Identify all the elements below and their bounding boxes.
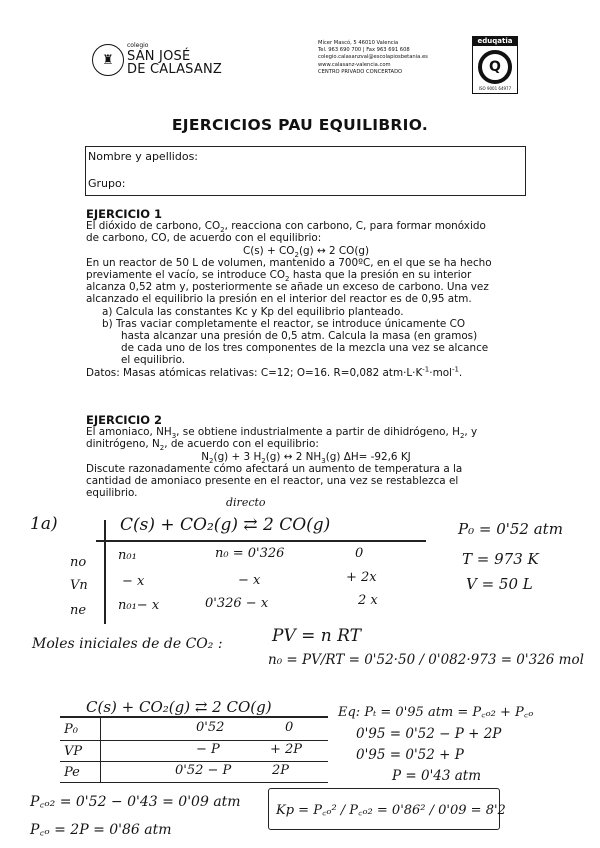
table2-hline-bottom [60, 782, 328, 783]
table2-vline [100, 716, 101, 782]
school-name: SAN JOSÉ DE CALASANZ [127, 49, 222, 77]
equilibrium-total-pressure: Eq: Pₜ = 0'95 atm = P꜀ₒ₂ + P꜀ₒ [338, 705, 534, 720]
exercise-2-heading: EJERCICIO 2 [86, 413, 163, 427]
school-crest-icon: ♜ [92, 44, 124, 76]
exercise-2-equation: $N_2(g) + 3$ $H_2(g)$ ↔ 2 $NH_3(g)$ ΔH= -92,6 KJ [201, 450, 411, 465]
student-box [85, 146, 526, 196]
table1-hline [96, 540, 426, 542]
exercise-1-equation: $C(s) + CO_2(g)$ ↔ 2 CO(g) [242, 244, 370, 259]
quality-q-icon: Q [478, 50, 512, 84]
direct-note: directo [226, 496, 266, 509]
step-1: 0'95 = 0'52 − P + 2P [356, 726, 502, 742]
volume: V = 50 L [466, 575, 533, 593]
initial-pressure: P₀ = 0'52 atm [458, 520, 563, 538]
name-label: Nombre y apellidos: [88, 150, 199, 163]
exercise-1-heading: EJERCICIO 1 [86, 207, 163, 221]
question-a: a) Calcula las constantes Kc y Kp del equilibrio planteado. [102, 305, 404, 318]
moles-label: Moles iniciales de de CO₂ : [32, 636, 223, 652]
ideal-gas-law: PV = n RT [272, 626, 361, 646]
answer-label-1a: 1a) [30, 514, 58, 534]
question-b-line1: b) Tras vaciar completamente el reactor, se introduce únicamente CO [102, 317, 466, 330]
exercise-2: EJERCICIO 2 El amoniaco, $NH_3$, se obtiene industrialmente a partir de dihidrógeno, $H_2$, y dinitrógeno, $N_2$, de acuerdo con el equilibrio: $N_2(g) + 3$ $H_2(g)$ ↔ 2 $NH_3(g)$ ΔH= -92,6 KJ Discute razonadamente cómo afectará un aumento de temperatura a la cantidad de amoniaco presente en el reactor, una vez se restablezca el equilibrio. [86, 414, 526, 499]
group-label: Grupo: [88, 177, 126, 190]
reaction-equation-2: C(s) + CO₂(g) ⇄ 2 CO(g) [86, 698, 272, 716]
pco-result: P꜀ₒ = 2P = 0'86 atm [30, 822, 172, 838]
school-address: Mícer Mascó, 5 46010 Valencia Tel. 963 690 700 | Fax 963 691 608 colegio.calasanzval@escolapiosbetania.es www.calasanz-valencia.com CENTRO PRIVADO CONCERTADO [318, 40, 428, 75]
pco2-result: P꜀ₒ₂ = 0'52 − 0'43 = 0'09 atm [30, 794, 241, 810]
reaction-equation-1: C(s) + CO₂(g) ⇄ 2 CO(g) [120, 515, 331, 535]
quality-badge: eduqatia Q ISO 9001 64977 [472, 36, 518, 94]
data-line: Datos: Masas atómicas relativas: C=12; O=16. R=0,082 $atm\cdot L\cdot K^{-1}\cdot mol^{-1}$. [86, 365, 463, 379]
temperature: T = 973 K [462, 550, 539, 568]
exercise-1: EJERCICIO 1 El dióxido de carbono, $CO_2$, reacciona con carbono, C, para formar monóxido de carbono, CO, de acuerdo con el equilibrio: $C(s) + CO_2(g)$ ↔ 2 CO(g) En un reactor de 50 L de volumen, mantenido a 700ºC, en el que se ha hecho previamente el vacío, se introduce $CO_2$ hasta que la presión en su interior alcanza 0,52 atm y, posteriormente se añade un exceso de carbono. Una vez alcanzado el equilibrio la presión en el interior del reactor es de 0,95 atm. a) Calcula las constantes Kc y Kp del equilibrio planteado. b) Tras vaciar completamente el reactor, se introduce únicamente CO hasta alcanzar una presión de 0,5 atm. Calcula la masa (en gramos) de cada uno de los tres componentes de la mezcla una vez se alcance el equilibrio. Datos: Masas atómicas relativas: C=12; O=16. R=0,082 $atm\cdot L\cdot K^{-1}\cdot mol^{-1}$. [86, 208, 526, 379]
page-title: EJERCICIOS PAU EQUILIBRIO. [171, 116, 429, 134]
step-3: P = 0'43 atm [392, 768, 482, 784]
table1-vline [104, 520, 106, 624]
kp-result: Kp = P꜀ₒ² / P꜀ₒ₂ = 0'86² / 0'09 = 8'2 [276, 803, 506, 818]
step-2: 0'95 = 0'52 + P [356, 747, 464, 763]
school-small-label: colegio [127, 42, 149, 49]
moles-calculation: n₀ = PV/RT = 0'52·50 / 0'082·973 = 0'326 mol [268, 652, 584, 668]
